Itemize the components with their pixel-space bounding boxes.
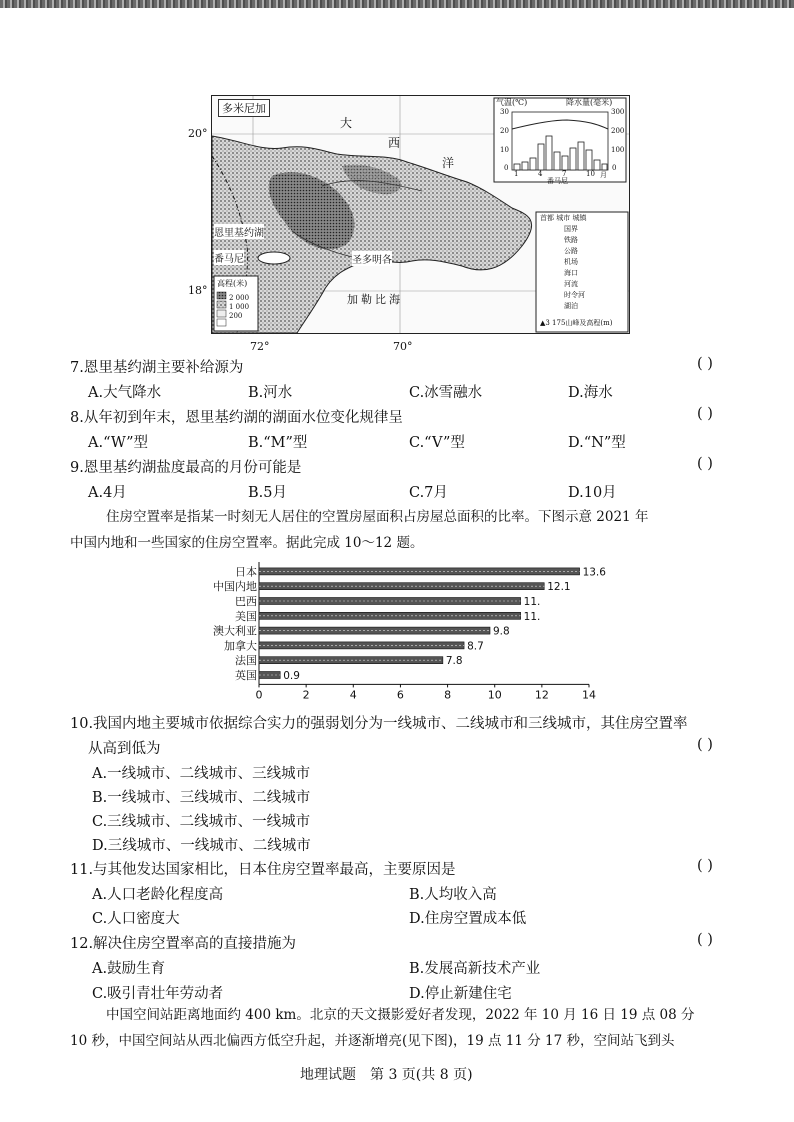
category-label: 加拿大 <box>224 639 257 653</box>
q9-option-d[interactable]: D.10月 <box>568 485 617 501</box>
climate-month-10: 10 <box>586 170 595 178</box>
x-tick-label: 2 <box>302 688 310 700</box>
climate-month-7: 7 <box>562 170 567 178</box>
q8-option-b[interactable]: B.“M”型 <box>248 435 308 451</box>
q12-option-d[interactable]: D.停止新建住宅 <box>409 986 512 1002</box>
q10-option-c[interactable]: C.三线城市、二线城市、一线城市 <box>92 814 311 830</box>
legend-item: ▲3 175山峰及高程(m) <box>540 319 613 327</box>
elevation-value: 2 000 <box>229 294 250 302</box>
legend-item: 铁路 <box>564 236 578 244</box>
intro-paragraph-10-12 <box>70 504 748 556</box>
intro-paragraph-13 <box>70 1002 760 1054</box>
question-10-cont: 从高到低为 <box>88 741 161 757</box>
x-tick-label: 12 <box>534 688 549 700</box>
q8-option-a[interactable]: A.“W”型 <box>88 435 148 451</box>
climate-station: 番马尼 <box>547 177 568 185</box>
climate-month-1: 1 <box>514 170 519 178</box>
q12-option-c[interactable]: C.吸引青壮年劳动者 <box>92 986 224 1002</box>
elevation-title: 高程(米) <box>217 279 248 288</box>
x-tick-label: 4 <box>349 688 357 700</box>
q9-option-b[interactable]: B.5月 <box>248 485 287 501</box>
answer-blank-11[interactable]: ( ) <box>697 858 713 874</box>
elevation-value: 200 <box>229 312 243 320</box>
q7-option-a[interactable]: A.大气降水 <box>88 385 162 401</box>
climate-y-right-1: 200 <box>611 127 625 135</box>
answer-blank-10[interactable]: ( ) <box>697 737 713 753</box>
legend-box <box>536 212 628 332</box>
sea-label: 加勒比海 <box>347 293 403 306</box>
q7-option-d[interactable]: D.海水 <box>568 385 613 401</box>
lon-label-70: 70° <box>393 340 413 353</box>
q7-option-b[interactable]: B.河水 <box>248 385 293 401</box>
x-tick-label: 6 <box>396 688 404 700</box>
question-9: 9.恩里基约湖盐度最高的月份可能是 <box>70 460 302 476</box>
legend-item: 公路 <box>564 247 578 255</box>
bar <box>259 672 280 679</box>
q10-option-d[interactable]: D.三线城市、一线城市、二线城市 <box>92 838 311 854</box>
climate-y-left-2: 10 <box>500 146 509 154</box>
climate-y-left-3: 0 <box>504 164 509 172</box>
lake-label: 恩里基约湖 <box>214 224 264 239</box>
q12-option-b[interactable]: B.发展高新技术产业 <box>409 961 541 977</box>
q7-option-c[interactable]: C.冰雪融水 <box>409 385 483 401</box>
data-label: 8.7 <box>467 640 484 653</box>
climate-y-left-0: 30 <box>500 108 509 116</box>
answer-blank-12[interactable]: ( ) <box>697 932 713 948</box>
bar <box>259 642 464 649</box>
intro13-line-1: 中国空间站距离地面约 400 km。北京的天文摄影爱好者发现，2022 年 10 月 16 日 19 点 08 分 <box>106 1007 695 1023</box>
bar <box>259 598 521 605</box>
ocean-label-1: 大 <box>340 116 353 130</box>
intro-line-1: 住房空置率是指某一时刻无人居住的空置房屋面积占房屋总面积的比率。下图示意 2021 年 <box>106 509 649 525</box>
scan-top-border <box>0 0 794 8</box>
lat-label-20: 20° <box>188 127 208 140</box>
data-label: 0.9 <box>283 670 300 682</box>
q8-option-c[interactable]: C.“V”型 <box>409 435 465 451</box>
category-label: 美国 <box>235 609 257 623</box>
intro13-line-2: 10 秒，中国空间站从西北偏西方低空升起，并逐渐增亮(见下图)，19 点 11 分 17 秒，空间站飞到头 <box>70 1033 675 1049</box>
legend-item: 湖泊 <box>564 302 578 310</box>
legend-item: 首都 城市 城镇 <box>540 214 587 222</box>
intro-line-2: 中国内地和一些国家的住房空置率。据此完成 10～12 题。 <box>70 535 424 551</box>
answer-blank-9[interactable]: ( ) <box>697 456 713 472</box>
climate-y-left-1: 20 <box>500 127 509 135</box>
category-label: 法国 <box>235 654 257 668</box>
category-label: 英国 <box>235 669 257 682</box>
q9-option-a[interactable]: A.4月 <box>88 485 127 501</box>
category-label: 中国内地 <box>213 580 257 594</box>
x-tick-label: 8 <box>444 688 452 700</box>
fanma-label: 番马尼 <box>214 250 244 265</box>
question-10: 10.我国内地主要城市依据综合实力的强弱划分为一线城市、二线城市和三线城市，其住房空置率 <box>70 716 688 732</box>
climate-month-unit: 月 <box>600 171 607 179</box>
answer-blank-7[interactable]: ( ) <box>697 356 713 372</box>
question-7: 7.恩里基约湖主要补给源为 <box>70 360 244 376</box>
x-tick-label: 0 <box>255 688 263 700</box>
x-tick-label: 14 <box>582 688 596 700</box>
climate-y-right-3: 0 <box>612 164 617 172</box>
map-country-label: 多米尼加 <box>218 99 270 117</box>
q10-option-b[interactable]: B.一线城市、三线城市、二线城市 <box>92 790 311 806</box>
answer-blank-8[interactable]: ( ) <box>697 406 713 422</box>
lat-label-18: 18° <box>188 284 208 297</box>
q11-option-a[interactable]: A.人口老龄化程度高 <box>92 887 224 903</box>
lake-enriquillo <box>258 252 290 264</box>
climate-y-right-2: 100 <box>611 146 625 154</box>
legend-item: 河流 <box>564 280 578 288</box>
question-11: 11.与其他发达国家相比，日本住房空置率最高，主要原因是 <box>70 862 456 878</box>
bar <box>259 583 544 590</box>
category-label: 日本 <box>235 565 257 579</box>
x-tick-label: 10 <box>487 688 502 700</box>
data-label: 11. <box>523 610 541 623</box>
data-label: 13.6 <box>582 566 606 579</box>
bar <box>259 612 521 619</box>
q11-option-c[interactable]: C.人口密度大 <box>92 911 180 927</box>
data-label: 9.8 <box>493 625 510 638</box>
dominican-map <box>211 95 630 334</box>
lon-label-72: 72° <box>250 340 270 353</box>
ocean-label-3: 洋 <box>442 156 455 170</box>
ocean-label-2: 西 <box>388 136 401 150</box>
q8-option-d[interactable]: D.“N”型 <box>568 435 626 451</box>
category-label: 澳大利亚 <box>213 624 257 638</box>
elevation-value: 1 000 <box>229 303 250 311</box>
climate-temp-title: 气温(℃) <box>496 98 528 107</box>
q9-option-c[interactable]: C.7月 <box>409 485 448 501</box>
vacancy-rate-bar-chart <box>200 560 620 700</box>
page-footer: 地理试题 第 3 页(共 8 页) <box>300 1067 473 1083</box>
climate-precip-title: 降水量(毫米) <box>566 98 613 107</box>
legend-item: 国界 <box>564 225 578 233</box>
q11-option-b[interactable]: B.人均收入高 <box>409 887 497 903</box>
question-12: 12.解决住房空置率高的直接措施为 <box>70 936 297 952</box>
data-label: 12.1 <box>547 581 571 594</box>
category-label: 巴西 <box>235 595 257 608</box>
legend-item: 机场 <box>564 258 578 266</box>
q10-option-a[interactable]: A.一线城市、二线城市、三线城市 <box>92 766 311 782</box>
q12-option-a[interactable]: A.鼓励生育 <box>92 961 166 977</box>
question-8: 8.从年初到年末，恩里基约湖的湖面水位变化规律呈 <box>70 410 403 426</box>
data-label: 7.8 <box>445 655 463 668</box>
legend-item: 海口 <box>564 269 578 277</box>
legend-item: 时令河 <box>564 291 585 299</box>
q11-option-d[interactable]: D.住房空置成本低 <box>409 911 527 927</box>
climate-y-right-0: 300 <box>611 108 625 116</box>
capital-label: 圣多明各 <box>352 251 392 266</box>
data-label: 11. <box>523 596 541 608</box>
climate-month-4: 4 <box>538 170 543 178</box>
